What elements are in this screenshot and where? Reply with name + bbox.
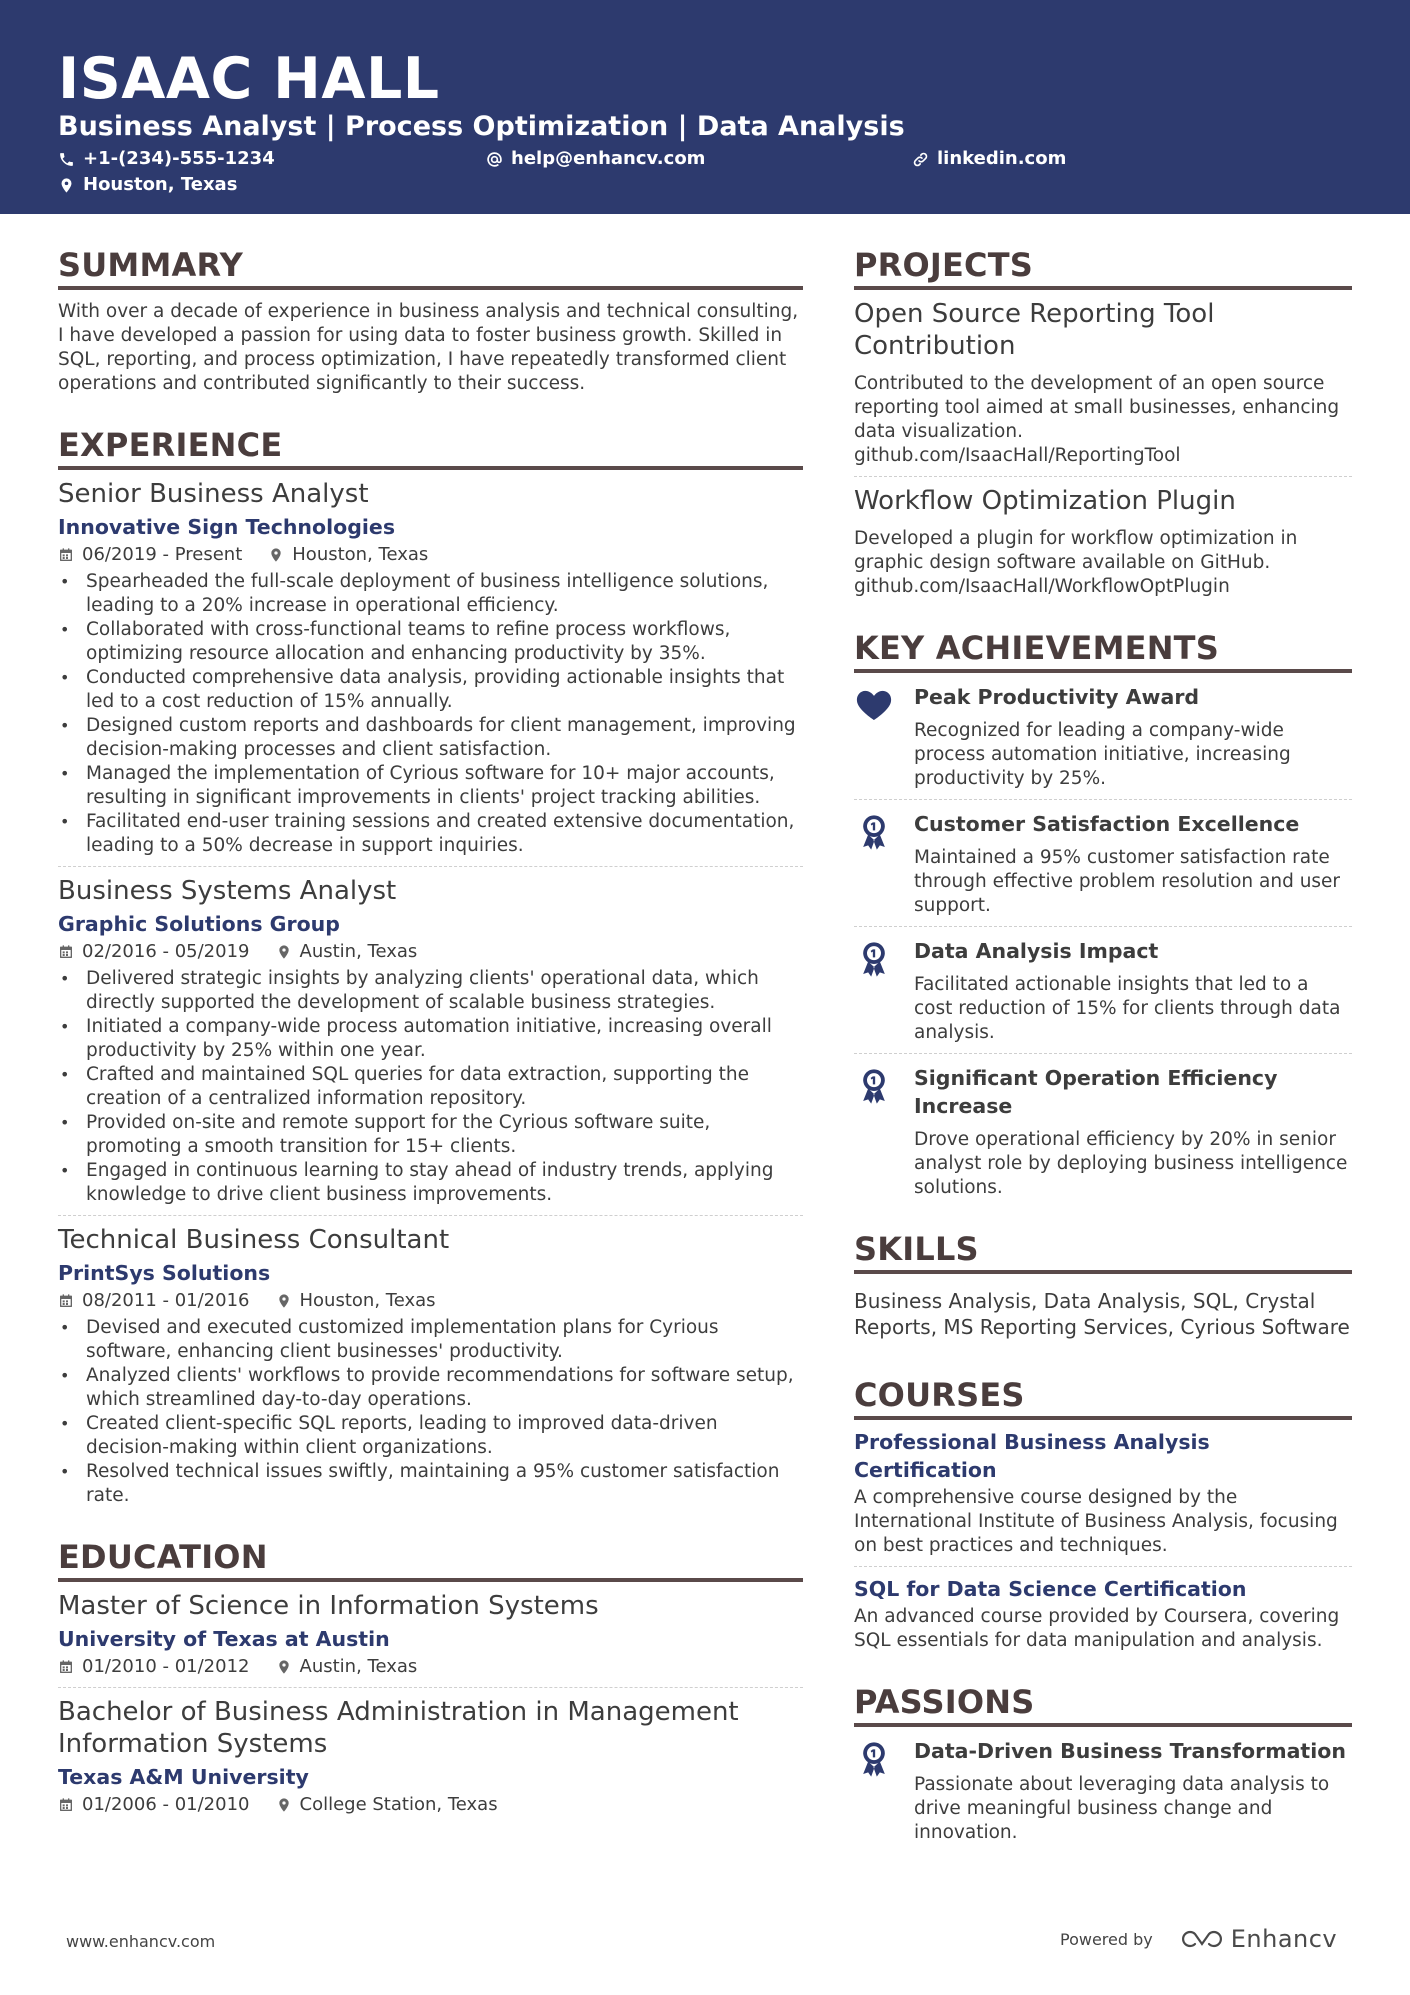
project-link[interactable]: github.com/IsaacHall/ReportingTool — [854, 445, 1181, 466]
contact-email[interactable] — [486, 148, 705, 170]
job-dates: 02/2016 - 05/2019 — [82, 941, 250, 962]
achievement-description: Maintained a 95% customer satisfaction rate through effective problem resolution and user support. — [914, 847, 1341, 916]
at-sign-icon — [486, 151, 503, 168]
achievement-entry — [854, 937, 1352, 1045]
company-name: Graphic Solutions Group — [58, 912, 340, 936]
achievement-title: Significant Operation Efficiency Increase — [914, 1066, 1278, 1118]
education-entry — [58, 1590, 803, 1688]
project-entry — [854, 298, 1352, 477]
projects-heading: PROJECTS — [854, 246, 1352, 290]
experience-section — [58, 426, 803, 1508]
education-section — [58, 1538, 803, 1817]
location-pin-icon — [268, 547, 284, 563]
degree-title: Bachelor of Business Administration in Management Information Systems — [58, 1697, 739, 1759]
passions-section — [854, 1683, 1352, 1845]
contact-linkedin[interactable] — [912, 148, 1066, 170]
skills-text: Business Analysis, Data Analysis, SQL, Crystal Reports, MS Reporting Services, Cyrious Software — [854, 1289, 1350, 1339]
experience-heading: EXPERIENCE — [58, 426, 803, 470]
divider — [58, 866, 803, 867]
calendar-icon — [58, 1659, 74, 1675]
achievements-section — [854, 629, 1352, 1200]
course-title: Professional Business Analysis Certification — [854, 1430, 1210, 1482]
project-title: Open Source Reporting Tool Contribution — [854, 299, 1215, 361]
project-description-text: Developed a plugin for workflow optimization in graphic design software available on GitHub. — [854, 528, 1298, 573]
experience-entry — [58, 1224, 803, 1508]
bullet-item: • Designed custom reports and dashboards for client management, improving decision-making processes and client satisfaction. — [58, 714, 803, 762]
phone-text: +1-(234)-555-1234 — [83, 148, 275, 169]
degree-title: Master of Science in Information Systems — [58, 1591, 599, 1621]
job-bullets — [58, 1316, 803, 1508]
divider — [854, 476, 1352, 477]
job-location: Houston, Texas — [299, 1290, 436, 1311]
job-bullets — [58, 570, 803, 858]
achievement-title: Peak Productivity Award — [914, 685, 1200, 709]
achievement-description: Facilitated actionable insights that led to a cost reduction of 15% for clients through data analysis. — [914, 974, 1341, 1043]
course-entry — [854, 1428, 1352, 1567]
skills-heading: SKILLS — [854, 1230, 1352, 1274]
project-title: Workflow Optimization Plugin — [854, 486, 1236, 516]
achievements-heading: KEY ACHIEVEMENTS — [854, 629, 1352, 673]
divider — [854, 799, 1352, 800]
job-meta — [58, 940, 803, 964]
education-location: College Station, Texas — [299, 1794, 498, 1815]
job-dates: 06/2019 - Present — [82, 544, 243, 565]
contact-phone — [58, 148, 275, 170]
bullet-item: • Crafted and maintained SQL queries for data extraction, supporting the creation of a centralized information repository. — [58, 1063, 803, 1111]
linkedin-link[interactable]: linkedin.com — [937, 148, 1067, 169]
calendar-icon — [58, 1797, 74, 1813]
education-meta — [58, 1655, 803, 1679]
summary-section — [58, 246, 803, 396]
achievement-title: Customer Satisfaction Excellence — [914, 812, 1300, 836]
education-meta — [58, 1793, 803, 1817]
bullet-item: • Created client-specific SQL reports, leading to improved data-driven decision-making within client organizations. — [58, 1412, 803, 1460]
achievement-entry — [854, 810, 1352, 918]
divider — [58, 1687, 803, 1688]
powered-by-label: Powered by — [1060, 1929, 1153, 1949]
bullet-item: • Resolved technical issues swiftly, maintaining a 95% customer satisfaction rate. — [58, 1460, 803, 1508]
passion-description: Passionate about leveraging data analysis to drive meaningful business change and innovation. — [914, 1774, 1330, 1843]
bullet-item: • Collaborated with cross-functional teams to refine process workflows, optimizing resource allocation and enhancing productivity by 35%. — [58, 618, 803, 666]
project-link[interactable]: github.com/IsaacHall/WorkflowOptPlugin — [854, 576, 1230, 597]
achievement-description: Recognized for leading a company-wide process automation initiative, increasing productivity by 25%. — [914, 720, 1291, 789]
bullet-item: • Managed the implementation of Cyrious software for 10+ major accounts, resulting in significant improvements in clients' project tracking abilities. — [58, 762, 803, 810]
footer-branding — [1060, 1925, 1337, 1953]
achievement-title: Data Analysis Impact — [914, 939, 1159, 963]
calendar-icon — [58, 547, 74, 563]
location-pin-icon — [276, 1293, 292, 1309]
course-entry — [854, 1575, 1352, 1653]
job-bullets — [58, 967, 803, 1207]
calendar-icon — [58, 944, 74, 960]
footer-website[interactable]: www.enhancv.com — [66, 1932, 216, 1951]
contact-location — [58, 174, 237, 196]
project-entry — [854, 485, 1352, 599]
link-icon — [912, 151, 929, 168]
summary-text: With over a decade of experience in business analysis and technical consulting, I have developed a passion for using data to foster business growth. Skilled in SQL, reporting, and process optimization, I have repeatedly transformed client operations and contributed significantly to their success. — [58, 301, 799, 394]
divider — [854, 1566, 1352, 1567]
courses-heading: COURSES — [854, 1376, 1352, 1420]
bullet-item: • Spearheaded the full-scale deployment of business intelligence solutions, leading to a 20% increase in operational efficiency. — [58, 570, 803, 618]
passions-heading: PASSIONS — [854, 1683, 1352, 1727]
achievement-entry — [854, 683, 1352, 791]
job-dates: 08/2011 - 01/2016 — [82, 1290, 250, 1311]
job-location: Houston, Texas — [292, 544, 429, 565]
education-dates: 01/2006 - 01/2010 — [82, 1794, 250, 1815]
school-name: University of Texas at Austin — [58, 1627, 390, 1651]
left-column — [58, 246, 803, 1817]
heart-icon — [854, 685, 894, 725]
location-pin-icon — [58, 177, 75, 194]
location-text: Houston, Texas — [83, 174, 238, 195]
course-description: A comprehensive course designed by the International Institute of Business Analysis, focusing on best practices and techniques. — [854, 1487, 1338, 1556]
company-name: PrintSys Solutions — [58, 1261, 271, 1285]
bullet-item: • Initiated a company-wide process automation initiative, increasing overall productivity by 25% within one year. — [58, 1015, 803, 1063]
education-entry — [58, 1696, 803, 1817]
award-ribbon-icon — [854, 939, 894, 979]
bullet-item: • Conducted comprehensive data analysis, providing actionable insights that led to a cost reduction of 15% annually. — [58, 666, 803, 714]
job-title: Technical Business Consultant — [58, 1225, 450, 1255]
bullet-item: • Devised and executed customized implementation plans for Cyrious software, enhancing client businesses' productivity. — [58, 1316, 803, 1364]
courses-section — [854, 1376, 1352, 1653]
passion-entry — [854, 1737, 1352, 1845]
course-description: An advanced course provided by Coursera, covering SQL essentials for data manipulation and analysis. — [854, 1606, 1340, 1651]
divider — [58, 1215, 803, 1216]
email-link[interactable]: help@enhancv.com — [511, 148, 706, 169]
passion-title: Data-Driven Business Transformation — [914, 1739, 1346, 1763]
job-location: Austin, Texas — [299, 941, 418, 962]
bullet-item: • Engaged in continuous learning to stay ahead of industry trends, applying knowledge to drive client business improvements. — [58, 1159, 803, 1207]
bullet-item: • Facilitated end-user training sessions and created extensive documentation, leading to a 50% decrease in support inquiries. — [58, 810, 803, 858]
projects-section — [854, 246, 1352, 599]
location-pin-icon — [276, 944, 292, 960]
job-meta — [58, 1289, 803, 1313]
education-heading: EDUCATION — [58, 1538, 803, 1582]
achievement-description: Drove operational efficiency by 20% in senior analyst role by deploying business intelligence solutions. — [914, 1129, 1348, 1198]
right-column — [854, 246, 1352, 1845]
education-dates: 01/2010 - 01/2012 — [82, 1656, 250, 1677]
enhancv-logo-icon — [1179, 1927, 1223, 1951]
candidate-tagline: Business Analyst | Process Optimization | Data Analysis — [58, 111, 905, 142]
job-meta — [58, 543, 803, 567]
summary-heading: SUMMARY — [58, 246, 803, 290]
project-description — [854, 372, 1352, 468]
skills-section — [854, 1230, 1352, 1340]
course-title: SQL for Data Science Certification — [854, 1577, 1247, 1601]
candidate-name: ISAAC HALL — [58, 46, 440, 112]
resume-header — [0, 0, 1410, 214]
bullet-item: • Analyzed clients' workflows to provide recommendations for software setup, which streamlined day-to-day operations. — [58, 1364, 803, 1412]
experience-entry — [58, 875, 803, 1216]
award-ribbon-icon — [854, 1739, 894, 1779]
education-location: Austin, Texas — [299, 1656, 418, 1677]
bullet-item: • Delivered strategic insights by analyzing clients' operational data, which directly supported the development of scalable business strategies. — [58, 967, 803, 1015]
school-name: Texas A&M University — [58, 1765, 309, 1789]
location-pin-icon — [276, 1659, 292, 1675]
divider — [854, 1053, 1352, 1054]
phone-icon — [58, 151, 75, 168]
job-title: Business Systems Analyst — [58, 876, 397, 906]
award-ribbon-icon — [854, 812, 894, 852]
award-ribbon-icon — [854, 1066, 894, 1106]
company-name: Innovative Sign Technologies — [58, 515, 396, 539]
experience-entry — [58, 478, 803, 867]
project-description — [854, 527, 1352, 599]
brand-name: Enhancv — [1230, 1925, 1338, 1953]
calendar-icon — [58, 1293, 74, 1309]
location-pin-icon — [276, 1797, 292, 1813]
job-title: Senior Business Analyst — [58, 479, 369, 509]
project-description-text: Contributed to the development of an open source reporting tool aimed at small businesses, enhancing data visualization. — [854, 373, 1340, 442]
bullet-item: • Provided on-site and remote support for the Cyrious software suite, promoting a smooth transition for 15+ clients. — [58, 1111, 803, 1159]
divider — [854, 926, 1352, 927]
achievement-entry — [854, 1064, 1352, 1200]
